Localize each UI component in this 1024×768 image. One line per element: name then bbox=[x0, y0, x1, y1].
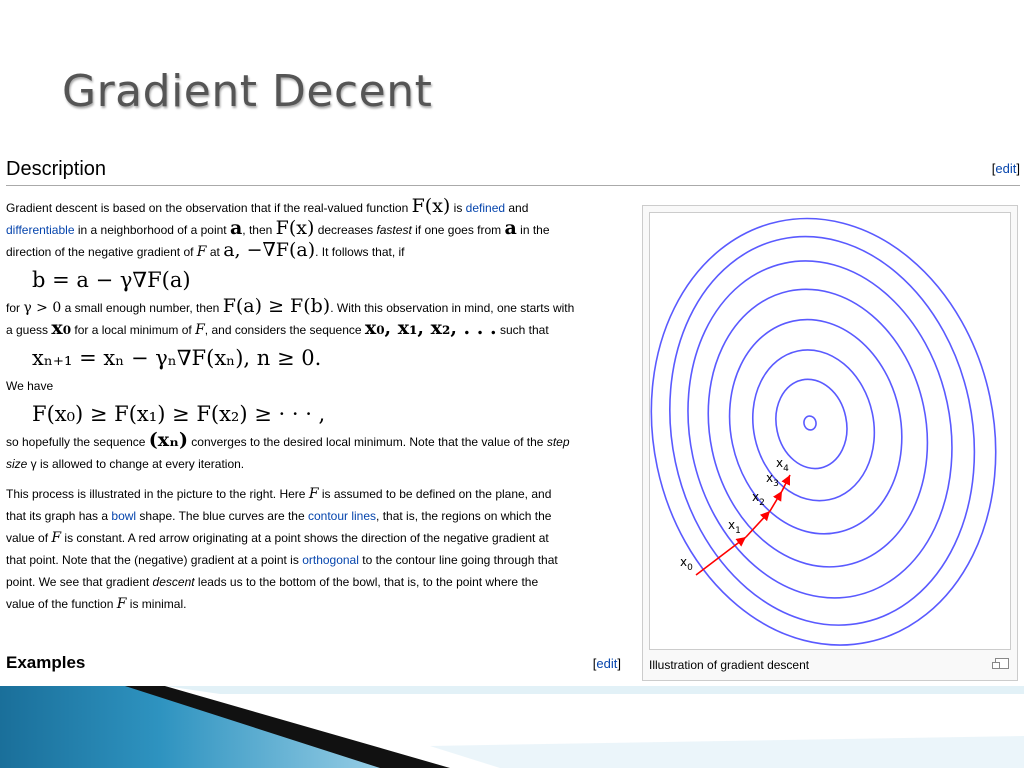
text: converges to the desired local minimum. Note that the value of the bbox=[187, 435, 547, 449]
text: γ is allowed to change at every iteration. bbox=[27, 457, 245, 471]
wiki-excerpt bbox=[6, 155, 1020, 672]
text: is bbox=[450, 201, 466, 215]
text: , then bbox=[242, 223, 276, 237]
math-inline: γ > 0 bbox=[23, 300, 62, 316]
text: that point. Note that the (negative) gradient at a point is bbox=[6, 553, 303, 567]
text: in a neighborhood of a point bbox=[74, 223, 230, 237]
text: to the contour line going through that bbox=[358, 553, 558, 567]
paragraph-1 bbox=[6, 197, 621, 263]
descent-arrow-2 bbox=[770, 491, 782, 511]
text: direction of the negative gradient of bbox=[6, 245, 197, 259]
math-inline: a bbox=[229, 217, 243, 239]
point-label-x1: $x_1$ bbox=[728, 518, 741, 536]
text: so hopefully the sequence bbox=[6, 435, 149, 449]
slide-title: Gradient Decent bbox=[62, 66, 433, 117]
examples-header bbox=[6, 653, 621, 675]
text: value of the function bbox=[6, 597, 117, 611]
text: Gradient descent is based on the observation that if the real-valued function bbox=[6, 201, 412, 215]
text: that its graph has a bbox=[6, 509, 112, 523]
text: shape. The blue curves are the bbox=[136, 509, 308, 523]
text: a guess bbox=[6, 323, 52, 337]
math-inline: F bbox=[308, 486, 319, 502]
text: and bbox=[505, 201, 529, 215]
enlarge-icon[interactable] bbox=[995, 658, 1009, 669]
examples-title: Examples bbox=[6, 653, 86, 672]
figure-thumbnail bbox=[642, 205, 1018, 681]
math-inline: x₀ bbox=[51, 317, 72, 339]
descent-arrow-0 bbox=[696, 537, 746, 575]
equation-3: F(x₀) ≥ F(x₁) ≥ F(x₂) ≥ · · · , bbox=[32, 402, 326, 426]
gradient-descent-illustration bbox=[650, 213, 1010, 649]
math-inline: a bbox=[504, 217, 517, 239]
text: in the bbox=[516, 223, 550, 237]
math-inline: F bbox=[116, 596, 127, 612]
contour-ring-4 bbox=[683, 269, 952, 588]
text-emphasis: step bbox=[546, 435, 570, 449]
contour-ring-2 bbox=[739, 338, 888, 512]
text: , and considers the sequence bbox=[204, 323, 365, 337]
text: leads us to the bottom of the bowl, that is, to the point where the bbox=[194, 575, 539, 589]
paragraph-3 bbox=[6, 375, 621, 397]
point-label-x2: $x_2$ bbox=[752, 490, 765, 508]
math-inline: F bbox=[195, 322, 205, 338]
text: is assumed to be defined on the plane, and bbox=[318, 487, 552, 501]
text: This process is illustrated in the picture to the right. Here bbox=[6, 487, 309, 501]
math-inline: F bbox=[51, 530, 62, 546]
section-title: Description bbox=[6, 158, 107, 180]
text: for a local minimum of bbox=[71, 323, 196, 337]
paragraph-5 bbox=[6, 483, 621, 615]
banner-light-wedge bbox=[430, 736, 1024, 768]
link-contour-lines[interactable]: contour lines bbox=[307, 509, 377, 523]
point-label-x4: $x_4$ bbox=[776, 456, 789, 474]
text: . It follows that, if bbox=[315, 245, 405, 259]
text: point. We see that gradient bbox=[6, 575, 153, 589]
text-emphasis: descent bbox=[152, 575, 195, 589]
descent-arrow-1 bbox=[746, 511, 770, 537]
description-text bbox=[6, 197, 621, 615]
point-label-x0: $x_0$ bbox=[680, 555, 693, 573]
point-label-x3: $x_3$ bbox=[766, 471, 779, 489]
link-bowl[interactable]: bowl bbox=[111, 509, 137, 523]
edit-link[interactable]: edit bbox=[596, 656, 618, 671]
examples-edit: [edit] bbox=[592, 656, 621, 671]
math-inline: a, −∇F(a) bbox=[223, 239, 316, 261]
text: a small enough number, then bbox=[61, 301, 223, 315]
math-inline: F(x) bbox=[411, 195, 451, 217]
figure-image[interactable] bbox=[649, 212, 1011, 650]
math-inline: F(a) ≥ F(b) bbox=[222, 295, 331, 317]
section-header bbox=[6, 155, 1020, 186]
edit-link[interactable]: edit bbox=[995, 161, 1017, 176]
text: is minimal. bbox=[126, 597, 187, 611]
figure-caption: Illustration of gradient descent bbox=[649, 658, 810, 672]
text-emphasis: size bbox=[6, 457, 28, 471]
math-inline: (xₙ) bbox=[148, 429, 188, 451]
text: such that bbox=[496, 323, 549, 337]
section-edit: [edit] bbox=[991, 161, 1020, 176]
math-inline: F(x) bbox=[275, 217, 315, 239]
contour-ring-7 bbox=[650, 213, 1010, 649]
link-defined[interactable]: defined bbox=[465, 201, 506, 215]
descent-arrows bbox=[696, 475, 790, 575]
link-differentiable[interactable]: differentiable bbox=[6, 223, 75, 237]
link-orthogonal[interactable]: orthogonal bbox=[302, 553, 359, 567]
contour-ring-0 bbox=[803, 415, 818, 431]
text: . With this observation in mind, one starts with bbox=[330, 301, 575, 315]
equation-2: xₙ₊₁ = xₙ − γₙ∇F(xₙ), n ≥ 0. bbox=[32, 346, 322, 370]
math-inline: x₀, x₁, x₂, . . . bbox=[364, 317, 497, 339]
banner-light-line bbox=[165, 686, 1024, 694]
text: at bbox=[206, 245, 224, 259]
text: if one goes from bbox=[411, 223, 505, 237]
text: is constant. A red arrow originating at a point shows the direction of the negative gradient at bbox=[61, 531, 549, 545]
text: decreases bbox=[314, 223, 377, 237]
paragraph-4 bbox=[6, 431, 621, 475]
decorative-banner bbox=[0, 686, 1024, 768]
contour-lines bbox=[650, 213, 1010, 649]
text: for bbox=[6, 301, 24, 315]
text: value of bbox=[6, 531, 52, 545]
contour-ring-5 bbox=[657, 236, 982, 623]
paragraph-2 bbox=[6, 297, 621, 341]
math-inline: F bbox=[196, 244, 207, 260]
equation-1: b = a − γ∇F(a) bbox=[32, 268, 191, 292]
text-emphasis: fastest bbox=[376, 223, 412, 237]
text: , that is, the regions on which the bbox=[376, 509, 552, 523]
text: We have bbox=[6, 379, 54, 393]
